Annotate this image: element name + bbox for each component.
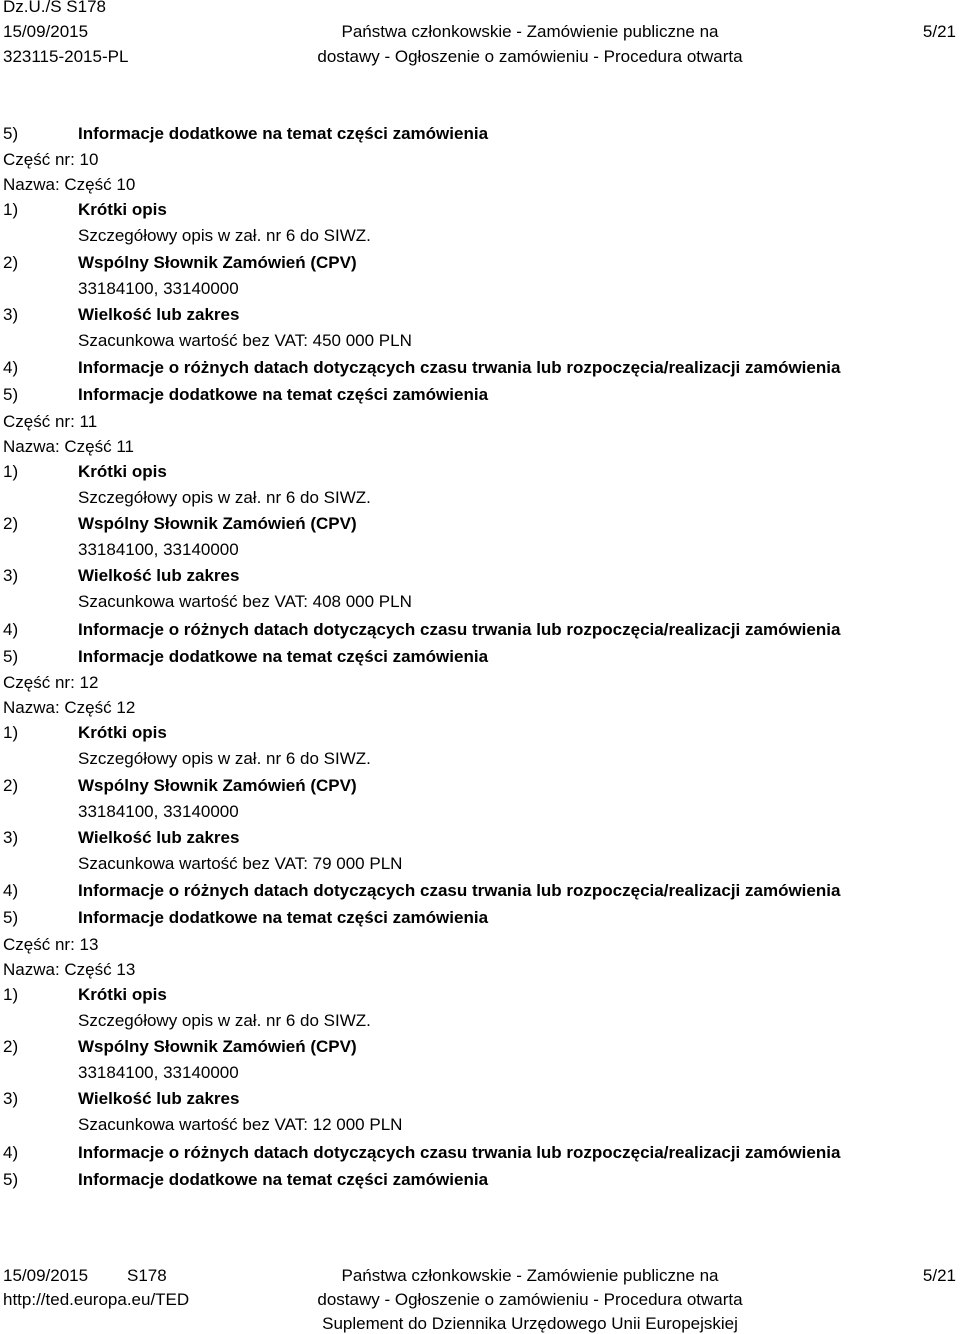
item-value-row — [0, 536, 960, 563]
item-label: Wielkość lub zakres — [78, 304, 240, 324]
item-value: 33184100, 33140000 — [78, 540, 239, 560]
item-number: 5) — [3, 385, 19, 405]
item-label: Wspólny Słownik Zamówień (CPV) — [78, 252, 357, 272]
item-label: Informacje dodatkowe na temat części zamówienia — [78, 385, 489, 405]
part-number-row — [0, 932, 960, 957]
item-value-row — [0, 1007, 960, 1034]
item-value: Szczegółowy opis w zał. nr 6 do SIWZ. — [78, 226, 371, 246]
part-name: Nazwa: Część 10 — [3, 175, 136, 195]
item-value-row — [0, 588, 960, 615]
section-number: 5) — [3, 124, 19, 143]
item-number: 4) — [3, 881, 19, 901]
item-header — [0, 982, 960, 1007]
item-label: Krótki opis — [78, 461, 167, 481]
journal-ref: Dz.U./S S178 — [3, 0, 106, 16]
item-header — [0, 1139, 960, 1166]
item-header — [0, 904, 960, 931]
item-value-row — [0, 798, 960, 825]
item-value-row — [0, 484, 960, 511]
item-number: 1) — [3, 200, 19, 220]
item-label: Informacje dodatkowe na temat części zamówienia — [78, 908, 489, 928]
part-number-row — [0, 670, 960, 695]
item-value: Szacunkowa wartość bez VAT: 12 000 PLN — [78, 1115, 403, 1135]
order-part — [0, 409, 960, 670]
item-label: Informacje o różnych datach dotyczących czasu trwania lub rozpoczęcia/realizacji zamówienia — [78, 1142, 841, 1162]
item-number: 1) — [3, 984, 19, 1004]
item-header — [0, 1034, 960, 1059]
item-number: 3) — [3, 1089, 19, 1109]
item-number: 5) — [3, 646, 19, 666]
item-number: 2) — [3, 514, 19, 534]
document-body — [0, 120, 960, 1193]
item-value: Szczegółowy opis w zał. nr 6 do SIWZ. — [78, 749, 371, 769]
item-value-row — [0, 275, 960, 302]
item-header — [0, 773, 960, 798]
item-number: 5) — [3, 908, 19, 928]
footer-title-line1: Państwa członkowskie - Zamówienie publiczne na — [341, 1266, 719, 1285]
part-number: Część nr: 13 — [3, 934, 99, 954]
item-header — [0, 302, 960, 327]
item-header — [0, 643, 960, 670]
part-name-row — [0, 695, 960, 720]
item-value: Szacunkowa wartość bez VAT: 79 000 PLN — [78, 853, 403, 873]
item-value-row — [0, 222, 960, 249]
item-header — [0, 1086, 960, 1111]
header-title-line1: Państwa członkowskie - Zamówienie publiczne na — [341, 22, 719, 41]
item-header — [0, 720, 960, 745]
item-number: 2) — [3, 775, 19, 795]
footer-title-line3: Suplement do Dziennika Urzędowego Unii Europejskiej — [322, 1314, 738, 1333]
item-label: Wielkość lub zakres — [78, 1089, 240, 1109]
footer-journal: S178 — [127, 1266, 167, 1285]
order-part — [0, 670, 960, 931]
item-value-row — [0, 850, 960, 877]
order-part — [0, 932, 960, 1193]
part-number: Część nr: 10 — [3, 150, 99, 170]
part-name: Nazwa: Część 11 — [3, 436, 135, 456]
item-label: Informacje dodatkowe na temat części zamówienia — [78, 646, 489, 666]
part-name-row — [0, 434, 960, 459]
item-header — [0, 563, 960, 588]
header-page-number: 5/21 — [922, 22, 956, 41]
item-value: 33184100, 33140000 — [78, 801, 239, 821]
item-label: Informacje o różnych datach dotyczących czasu trwania lub rozpoczęcia/realizacji zamówienia — [78, 619, 841, 639]
item-header — [0, 250, 960, 275]
item-value-row — [0, 327, 960, 354]
part-number: Część nr: 11 — [3, 411, 98, 431]
item-header — [0, 1166, 960, 1193]
item-header — [0, 825, 960, 850]
item-header — [0, 354, 960, 381]
item-number: 3) — [3, 566, 19, 586]
item-label: Informacje o różnych datach dotyczących czasu trwania lub rozpoczęcia/realizacji zamówienia — [78, 881, 841, 901]
item-value-row — [0, 1059, 960, 1086]
header-title-line2: dostawy - Ogłoszenie o zamówieniu - Procedura otwarta — [317, 47, 743, 66]
footer-url[interactable]: http://ted.europa.eu/TED — [3, 1290, 190, 1309]
item-number: 1) — [3, 723, 19, 743]
item-label: Informacje dodatkowe na temat części zamówienia — [78, 1169, 489, 1189]
item-header — [0, 197, 960, 222]
item-value: 33184100, 33140000 — [78, 1063, 239, 1083]
item-label: Wielkość lub zakres — [78, 827, 240, 847]
item-value: Szczegółowy opis w zał. nr 6 do SIWZ. — [78, 1010, 371, 1030]
document-id: 323115-2015-PL — [3, 47, 129, 66]
item-header — [0, 616, 960, 643]
item-value-row — [0, 1111, 960, 1138]
part-number: Część nr: 12 — [3, 673, 99, 693]
item-number: 3) — [3, 827, 19, 847]
item-value: Szczegółowy opis w zał. nr 6 do SIWZ. — [78, 487, 371, 507]
item-label: Wspólny Słownik Zamówień (CPV) — [78, 514, 357, 534]
item-number: 4) — [3, 358, 19, 378]
order-part — [0, 147, 960, 408]
footer-date: 15/09/2015 — [3, 1266, 89, 1285]
part-name-row — [0, 957, 960, 982]
item-header — [0, 459, 960, 484]
item-number: 3) — [3, 304, 19, 324]
item-value: 33184100, 33140000 — [78, 278, 239, 298]
item-header — [0, 381, 960, 408]
item-number: 5) — [3, 1169, 19, 1189]
item-number: 2) — [3, 252, 19, 272]
item-number: 2) — [3, 1037, 19, 1057]
item-label: Wielkość lub zakres — [78, 566, 240, 586]
section-title: Informacje dodatkowe na temat części zamówienia — [78, 124, 489, 143]
part-name-row — [0, 172, 960, 197]
item-header — [0, 511, 960, 536]
parts-list — [0, 147, 960, 1193]
item-label: Krótki opis — [78, 984, 167, 1004]
part-number-row — [0, 147, 960, 172]
item-number: 1) — [3, 461, 19, 481]
item-value: Szacunkowa wartość bez VAT: 408 000 PLN — [78, 592, 412, 612]
item-number: 4) — [3, 1142, 19, 1162]
item-label: Wspólny Słownik Zamówień (CPV) — [78, 1037, 357, 1057]
footer-page-number: 5/21 — [922, 1266, 956, 1285]
item-value: Szacunkowa wartość bez VAT: 450 000 PLN — [78, 330, 412, 350]
item-label: Krótki opis — [78, 200, 167, 220]
part-name: Nazwa: Część 12 — [3, 698, 136, 718]
header-date: 15/09/2015 — [3, 22, 89, 41]
item-value-row — [0, 745, 960, 772]
part-name: Nazwa: Część 13 — [3, 959, 136, 979]
item-label: Krótki opis — [78, 723, 167, 743]
item-label: Wspólny Słownik Zamówień (CPV) — [78, 775, 357, 795]
section-header — [0, 120, 960, 147]
item-header — [0, 877, 960, 904]
part-number-row — [0, 409, 960, 434]
footer-title-line2: dostawy - Ogłoszenie o zamówieniu - Procedura otwarta — [317, 1290, 743, 1309]
item-number: 4) — [3, 619, 19, 639]
item-label: Informacje o różnych datach dotyczących czasu trwania lub rozpoczęcia/realizacji zamówienia — [78, 358, 841, 378]
